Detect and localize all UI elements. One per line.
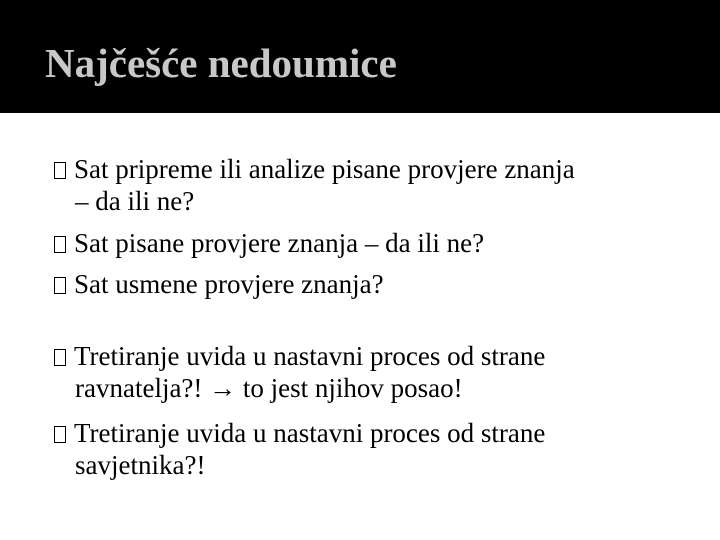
- bullet-text: Sat usmene provjere znanja?: [74, 269, 384, 299]
- bullet-box-icon: [54, 277, 66, 294]
- bullet-text: Sat pisane provjere znanja – da ili ne?: [74, 228, 485, 258]
- bullet-item: [54, 153, 714, 217]
- bullet-text-continuation: ravnatelja?! → to jest njihov posao!: [75, 373, 463, 403]
- bullet-item: [54, 417, 714, 481]
- bullet-box-icon: [54, 349, 66, 366]
- bullet-box-icon: [54, 426, 66, 443]
- bullet-text-continuation: – da ili ne?: [75, 186, 195, 216]
- bullet-box-icon: [54, 162, 66, 179]
- bullet-item: [54, 268, 714, 300]
- bullet-text: Tretiranje uvida u nastavni proces od strane: [74, 418, 546, 448]
- bullet-item: [54, 340, 714, 404]
- bullet-item: [54, 227, 714, 259]
- bullet-text: Sat pripreme ili analize pisane provjere znanja: [74, 154, 575, 184]
- bullet-text-continuation: savjetnika?!: [75, 450, 206, 480]
- bullet-box-icon: [54, 236, 66, 253]
- slide-title: Najčešće nedoumice: [45, 40, 397, 86]
- bullet-text: Tretiranje uvida u nastavni proces od strane: [74, 341, 546, 371]
